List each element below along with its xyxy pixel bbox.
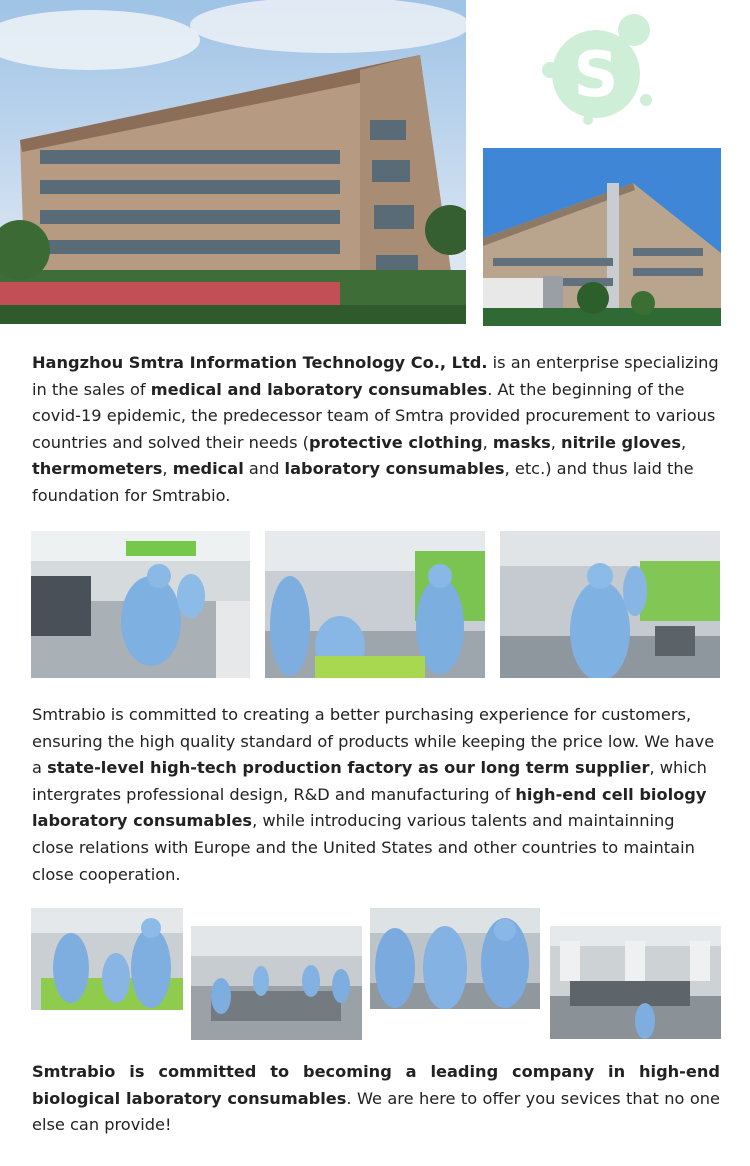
separator-text: and xyxy=(243,459,285,479)
highlight-masks: masks xyxy=(492,432,551,452)
commitment-text: Smtrabio is committed to creating a better purchasing experience for customers, ensuring the high quality standard of products while keeping the price low. We have a xyxy=(32,705,715,778)
molding-machines-photo xyxy=(550,926,721,1039)
logo-letter: S xyxy=(573,38,619,111)
separator-text: , xyxy=(550,432,562,452)
cleanroom-inspection-photo xyxy=(500,531,720,678)
smtrabio-logo-icon xyxy=(530,8,660,128)
highlight-mission: Smtrabio is committed to becoming a leading company in high-end biological laboratory consumables xyxy=(32,1062,720,1108)
commitment-text: , while introducing various talents and maintainning close relations with Europe and the United States and other countries to maintain close cooperation. xyxy=(32,811,695,884)
commitment-text: , which intergrates professional design, R&D and manufacturing of xyxy=(32,758,707,804)
cleanroom-packing-photo xyxy=(31,908,183,1010)
separator-text: , xyxy=(680,432,687,452)
office-building-photo xyxy=(0,0,466,324)
company-name: Hangzhou Smtra Information Technology Co., Ltd. xyxy=(32,353,488,372)
mission-text: . We are here to offer you sevices that no one else can provide! xyxy=(32,1088,720,1135)
mission-paragraph xyxy=(32,1059,720,1139)
highlight-cell-biology: high-end cell biology laboratory consumables xyxy=(32,784,707,831)
cleanroom-workers-photo xyxy=(265,531,485,678)
highlight-medical-lab: medical and laboratory consumables xyxy=(150,379,488,399)
highlight-protective-clothing: protective clothing xyxy=(308,432,483,452)
intro-text: is an enterprise specializing in the sales of xyxy=(32,353,719,399)
highlight-nitrile-gloves: nitrile gloves xyxy=(561,432,681,452)
intro-text: . At the beginning of the covid-19 epidemic, the predecessor team of Smtra provided procurement to various countries and solved their needs ( xyxy=(32,379,716,452)
separator-text: , xyxy=(162,459,173,479)
factory-building-photo xyxy=(483,148,721,326)
highlight-lab-consumables: laboratory consumables xyxy=(284,459,505,479)
separator-text: , xyxy=(482,432,493,452)
highlight-medical: medical xyxy=(172,459,244,479)
company-intro-paragraph xyxy=(32,350,720,510)
highlight-thermometers: thermometers xyxy=(32,459,163,479)
cleanroom-operators-photo xyxy=(370,908,540,1009)
commitment-paragraph xyxy=(32,702,720,888)
cleanroom-production-line-photo xyxy=(31,531,250,678)
intro-text: , etc.) and thus laid the foundation for Smtrabio. xyxy=(32,459,694,505)
factory-floor-photo xyxy=(191,926,362,1040)
highlight-factory: state-level high-tech production factory as our long term supplier xyxy=(47,758,650,778)
